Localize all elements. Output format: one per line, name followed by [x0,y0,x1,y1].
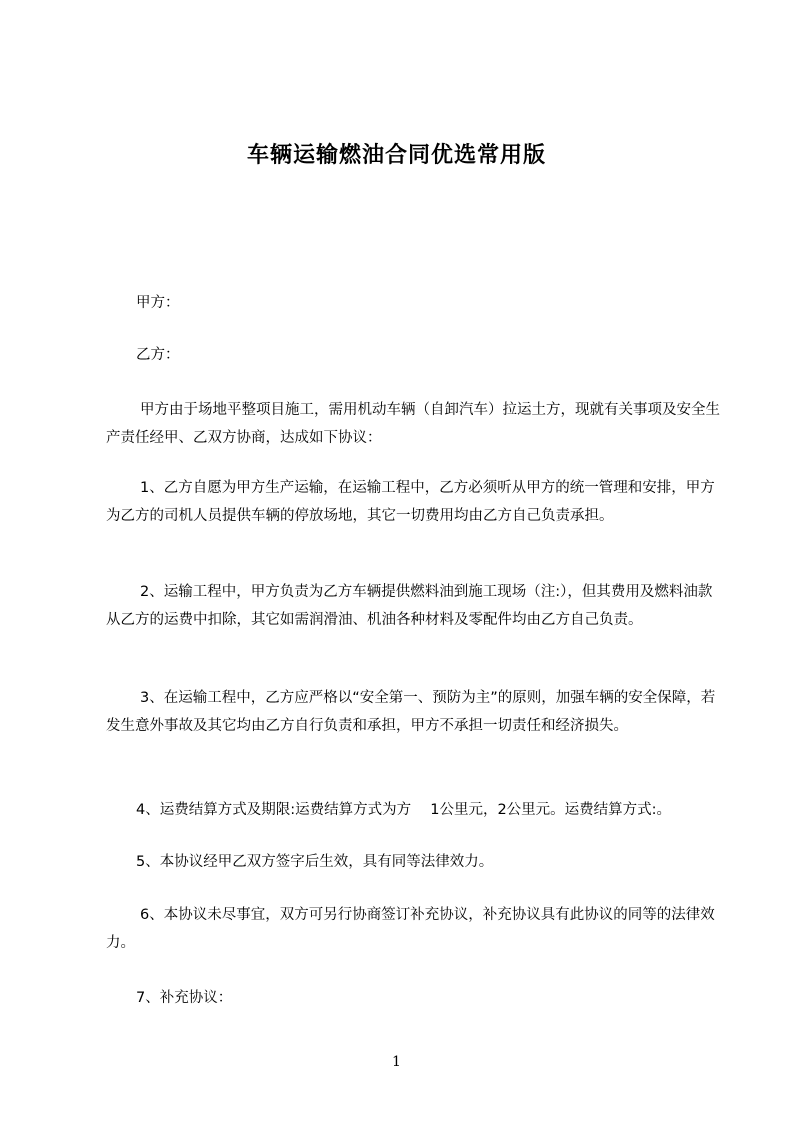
clause-3: 3、在运输工程中，乙方应严格以“安全第一、预防为主”的原则，加强车辆的安全保障，若发生意外事故及其它均由乙方自行负责和承担，甲方不承担一切责任和经济损失。 [106,690,716,734]
clause-1: 1、乙方自愿为甲方生产运输，在运输工程中，乙方必须听从甲方的统一管理和安排，甲方为乙方的司机人员提供车辆的停放场地，其它一切费用均由乙方自己负责承担。 [106,480,715,524]
clause-2: 2、运输工程中，甲方负责为乙方车辆提供燃料油到施工现场（注:），但其费用及燃料油款从乙方的运费中扣除，其它如需润滑油、机油各种材料及零配件均由乙方自己负责。 [106,584,713,628]
clause-6: 6、本协议未尽事宜，双方可另行协商签订补充协议，补充协议具有此协议的同等的法律效力。 [106,907,715,951]
intro-paragraph: 甲方由于场地平整项目施工，需用机动车辆（自卸汽车）拉运土方，现就有关事项及安全生产责任经甲、乙双方协商，达成如下协议： [106,402,720,446]
document-title: 车辆运输燃油合同优选常用版 [246,143,546,168]
clause-5: 5、本协议经甲乙双方签字后生效，具有同等法律效力。 [136,854,494,870]
party-a-label: 甲方： [136,295,180,311]
party-b-label: 乙方： [136,347,180,363]
page-number: 1 [392,1054,401,1070]
clause-4: 4、运费结算方式及期限:运费结算方式为方 1公里元，2公里元。运费结算方式:。 [136,802,672,818]
clause-7: 7、补充协议： [136,990,233,1006]
